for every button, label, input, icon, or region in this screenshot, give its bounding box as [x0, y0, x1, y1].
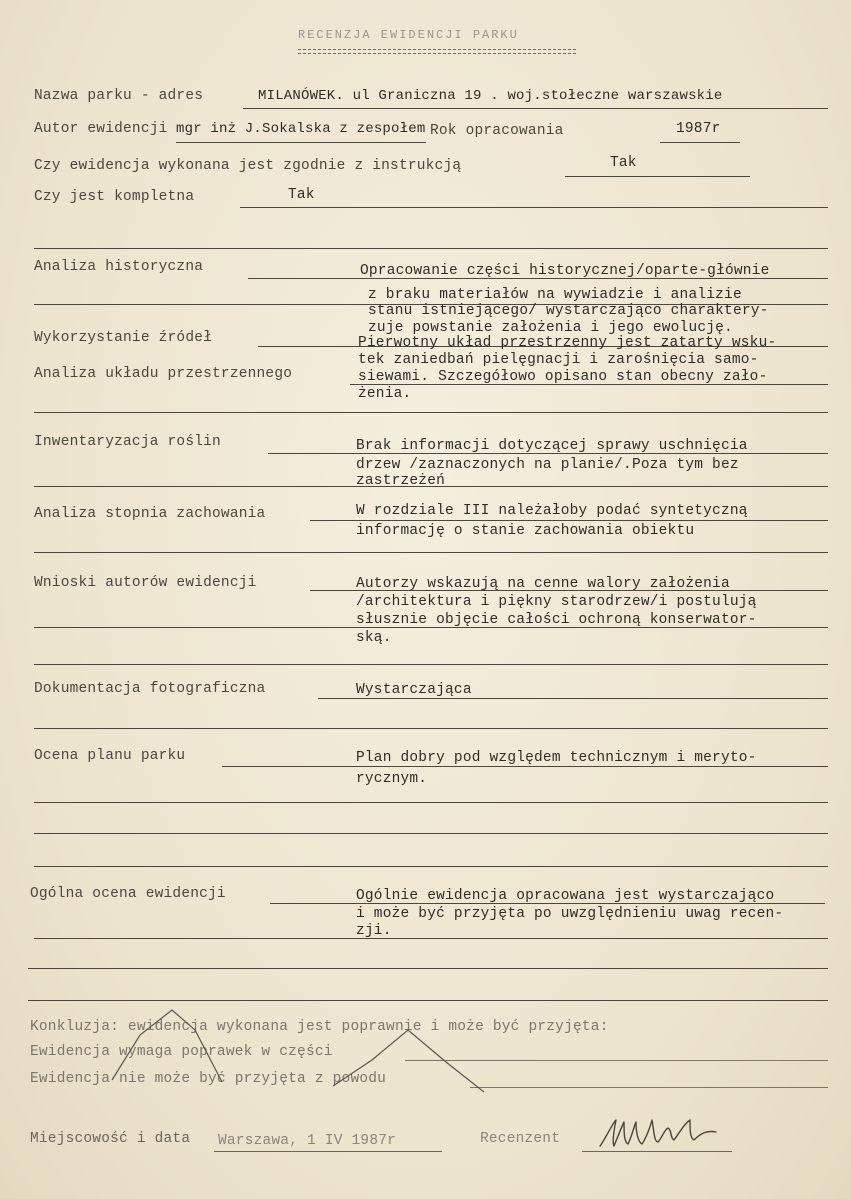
plan-line-2: rycznym. [356, 771, 428, 787]
year-value: 1987r [676, 121, 721, 137]
plants-line-1: Brak informacji dotyczącej sprawy uschnięcia [356, 438, 748, 454]
photo-value: Wystarczająca [356, 682, 472, 698]
reviewer-label: Recenzent [480, 1131, 561, 1147]
reviewer-signature [594, 1108, 724, 1156]
document-title: RECENZJA EWIDENCJI PARKU [298, 28, 519, 42]
historical-line-1: Opracowanie części historycznej/oparte-głównie [360, 263, 770, 279]
conclusions-line-2: /architektura i piękny starodrzew/i postulują [356, 594, 757, 610]
overall-line-3: zji. [356, 923, 392, 939]
place-date-label: Miejscowość i data [30, 1131, 191, 1147]
preservation-label: Analiza stopnia zachowania [34, 506, 266, 522]
preservation-line-2: informację o stanie zachowania obiektu [356, 523, 695, 539]
spatial-line-1: Pierwotny układ przestrzenny jest zatarty wsku- [358, 335, 777, 351]
historical-line-2: z braku materiałów na wywiadzie i analizie [368, 287, 742, 303]
conclusions-label: Wnioski autorów ewidencji [34, 575, 257, 591]
plan-label: Ocena planu parku [34, 748, 186, 764]
author-label: Autor ewidencji [34, 121, 168, 137]
park-name-value: MILANÓWEK. ul Graniczna 19 . woj.stołeczne warszawskie [258, 88, 723, 104]
preservation-line-1: W rozdziale III należałoby podać syntetyczną [356, 503, 748, 519]
author-value: mgr inż J.Sokalska z zespołem [176, 121, 426, 137]
overall-line-2: i może być przyjęta po uwzględnieniu uwag recen- [356, 906, 784, 922]
conclusion-line-3: Ewidencja nie może być przyjęta z powodu [30, 1071, 387, 1087]
conclusions-line-1: Autorzy wskazują na cenne walory założenia [356, 576, 730, 592]
spatial-line-4: żenia. [358, 386, 412, 402]
overall-label: Ogólna ocena ewidencji [30, 886, 226, 902]
complete-value: Tak [288, 187, 315, 203]
historical-line-3: stanu istniejącego/ wystarczająco charaktery- [368, 303, 769, 319]
historical-line-4: zuje powstanie założenia i jego ewolucję. [368, 320, 733, 336]
place-date-value: Warszawa, 1 IV 1987r [218, 1133, 397, 1149]
conclusions-line-3: słusznie objęcie całości ochroną konserwator- [356, 612, 757, 628]
sources-label: Wykorzystanie źródeł [34, 330, 213, 346]
plants-label: Inwentaryzacja roślin [34, 434, 221, 450]
overall-line-1: Ogólnie ewidencja opracowana jest wystarczająco [356, 888, 775, 904]
plants-line-2: drzew /zaznaczonych na planie/.Poza tym bez [356, 457, 739, 473]
historical-label: Analiza historyczna [34, 259, 204, 275]
instruction-value: Tak [610, 155, 637, 171]
spatial-line-3: siewami. Szczegółowo opisano stan obecny zało- [358, 369, 768, 385]
year-label: Rok opracowania [430, 123, 564, 139]
conclusion-line-2: Ewidencja wymaga poprawek w części [30, 1044, 333, 1060]
conclusions-line-4: ską. [356, 630, 392, 646]
photo-label: Dokumentacja fotograficzna [34, 681, 266, 697]
conclusion-line-1: Konkluzja: ewidencja wykonana jest poprawnie i może być przyjęta: [30, 1019, 609, 1035]
instruction-label: Czy ewidencja wykonana jest zgodnie z instrukcją [34, 158, 462, 174]
complete-label: Czy jest kompletna [34, 189, 195, 205]
spatial-line-2: tek zaniedbań pielęgnacji i zarośnięcia samo- [358, 352, 759, 368]
plants-line-3: zastrzeżeń [356, 473, 446, 489]
plan-line-1: Plan dobry pod względem technicznym i meryto- [356, 750, 757, 766]
spatial-label: Analiza układu przestrzennego [34, 366, 293, 382]
park-name-label: Nazwa parku - adres [34, 88, 204, 104]
